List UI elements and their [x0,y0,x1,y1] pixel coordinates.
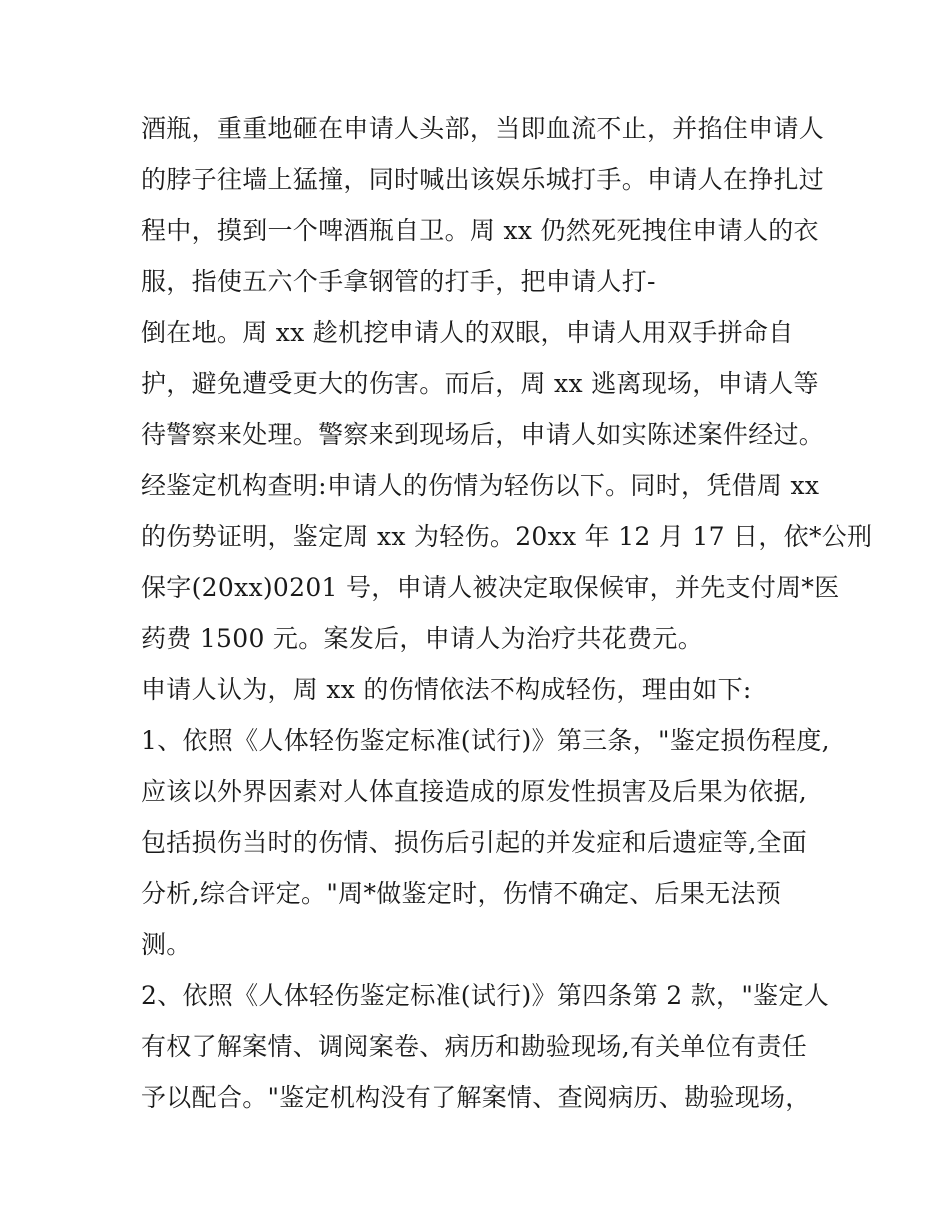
text-line: 应该以外界因素对人体直接造成的原发性损害及后果为依据, [141,777,808,806]
text-line: 服，指使五六个手拿钢管的打手，把申请人打- [141,267,656,296]
text-line: 测。 [141,930,192,959]
text-line: 护，避免遭受更大的伤害。而后，周 xx 逃离现场，申请人等 [141,369,819,398]
text-line: 酒瓶，重重地砸在申请人头部，当即血流不止，并掐住申请人 [141,114,825,143]
text-line: 申请人认为，周 xx 的伤情依法不构成轻伤，理由如下: [141,675,752,704]
body-text [141,103,873,1123]
text-line: 的伤势证明，鉴定周 xx 为轻伤。20xx 年 12 月 17 日，依*公刑 [141,522,873,551]
text-line: 药费 1500 元。案发后，申请人为治疗共花费元。 [141,624,704,653]
text-line: 的脖子往墙上猛撞，同时喊出该娱乐城打手。申请人在挣扎过 [141,165,825,194]
text-line: 分析,综合评定。"周*做鉴定时，伤情不确定、后果无法预 [141,879,782,908]
text-line: 待警察来处理。警察来到现场后，申请人如实陈述案件经过。 [141,420,825,449]
text-line: 包括损伤当时的伤情、损伤后引起的并发症和后遗症等,全面 [141,828,808,857]
text-line: 予以配合。"鉴定机构没有了解案情、查阅病历、勘验现场， [141,1083,811,1112]
text-line: 2、依照《人体轻伤鉴定标准(试行)》第四条第 2 款，"鉴定人 [141,981,830,1010]
text-line: 保字(20xx)0201 号，申请人被决定取保候审，并先支付周*医 [141,573,840,602]
text-line: 1、依照《人体轻伤鉴定标准(试行)》第三条，"鉴定损伤程度, [141,726,830,755]
text-line: 倒在地。周 xx 趁机挖申请人的双眼，申请人用双手拼命自 [141,318,794,347]
text-line: 有权了解案情、调阅案卷、病历和勘验现场,有关单位有责任 [141,1032,808,1061]
text-line: 经鉴定机构查明:申请人的伤情为轻伤以下。同时，凭借周 xx [141,471,820,500]
text-line: 程中，摸到一个啤酒瓶自卫。周 xx 仍然死死拽住申请人的衣 [141,216,819,245]
